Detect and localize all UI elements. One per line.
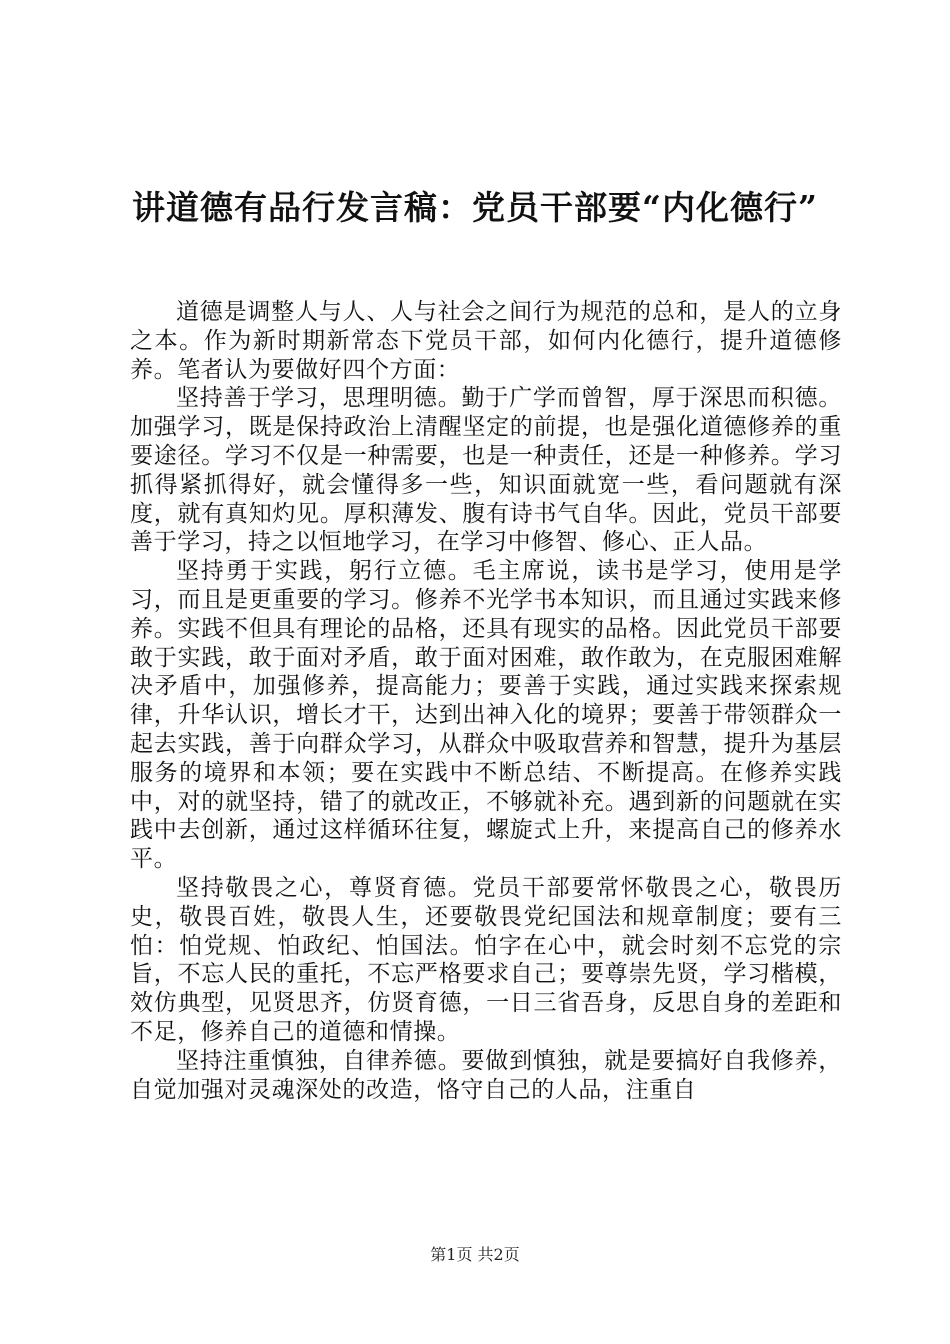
paragraph-intro: 道德是调整人与人、人与社会之间行为规范的总和，是人的立身之本。作为新时期新常态下党员干部，如何内化德行，提升道德修养。笔者认为要做好四个方面：	[130, 299, 842, 383]
paragraph-reverence: 坚持敬畏之心，尊贤育德。党员干部要常怀敬畏之心，敬畏历史，敬畏百姓，敬畏人生，还要敬畏党纪国法和规章制度；要有三怕：怕党规、怕政纪、怕国法。怕字在心中，就会时刻不忘党的宗旨，不忘人民的重托，不忘严格要求自己；要尊崇先贤，学习楷模，效仿典型，见贤思齐，仿贤育德，一日三省吾身，反思自身的差距和不足，修养自己的道德和情操。	[130, 874, 842, 1045]
document-body	[130, 298, 842, 1104]
paragraph-self-discipline: 坚持注重慎独，自律养德。要做到慎独，就是要搞好自我修养，自觉加强对灵魂深处的改造，恪守自己的人品，注重自	[130, 1047, 842, 1103]
paragraph-learning: 坚持善于学习，思理明德。勤于广学而曾智，厚于深思而积德。加强学习，既是保持政治上清醒坚定的前提，也是强化道德修养的重要途径。学习不仅是一种需要，也是一种责任，还是一种修养。学习抓得紧抓得好，就会懂得多一些，知识面就宽一些，看问题就有深度，就有真知灼见。厚积薄发、腹有诗书气自华。因此，党员干部要善于学习，持之以恒地学习，在学习中修智、修心、正人品。	[130, 385, 842, 556]
page-number: 第1页 共2页	[430, 1245, 520, 1264]
paragraph-practice: 坚持勇于实践，躬行立德。毛主席说，读书是学习，使用是学习，而且是更重要的学习。修养不光学书本知识，而且通过实践来修养。实践不但具有理论的品格，还具有现实的品格。因此党员干部要敢于实践，敢于面对矛盾，敢于面对困难，敢作敢为，在克服困难解决矛盾中，加强修养，提高能力；要善于实践，通过实践来探索规律，升华认识，增长才干，达到出神入化的境界；要善于带领群众一起去实践，善于向群众学习，从群众中吸取营养和智慧，提升为基层服务的境界和本领；要在实践中不断总结、不断提高。在修养实践中，对的就坚持，错了的就改正，不够就补充。遇到新的问题就在实践中去创新，通过这样循环往复，螺旋式上升，来提高自己的修养水平。	[130, 558, 842, 873]
document-title: 讲道德有品行发言稿：党员干部要“内化德行”	[132, 188, 818, 227]
